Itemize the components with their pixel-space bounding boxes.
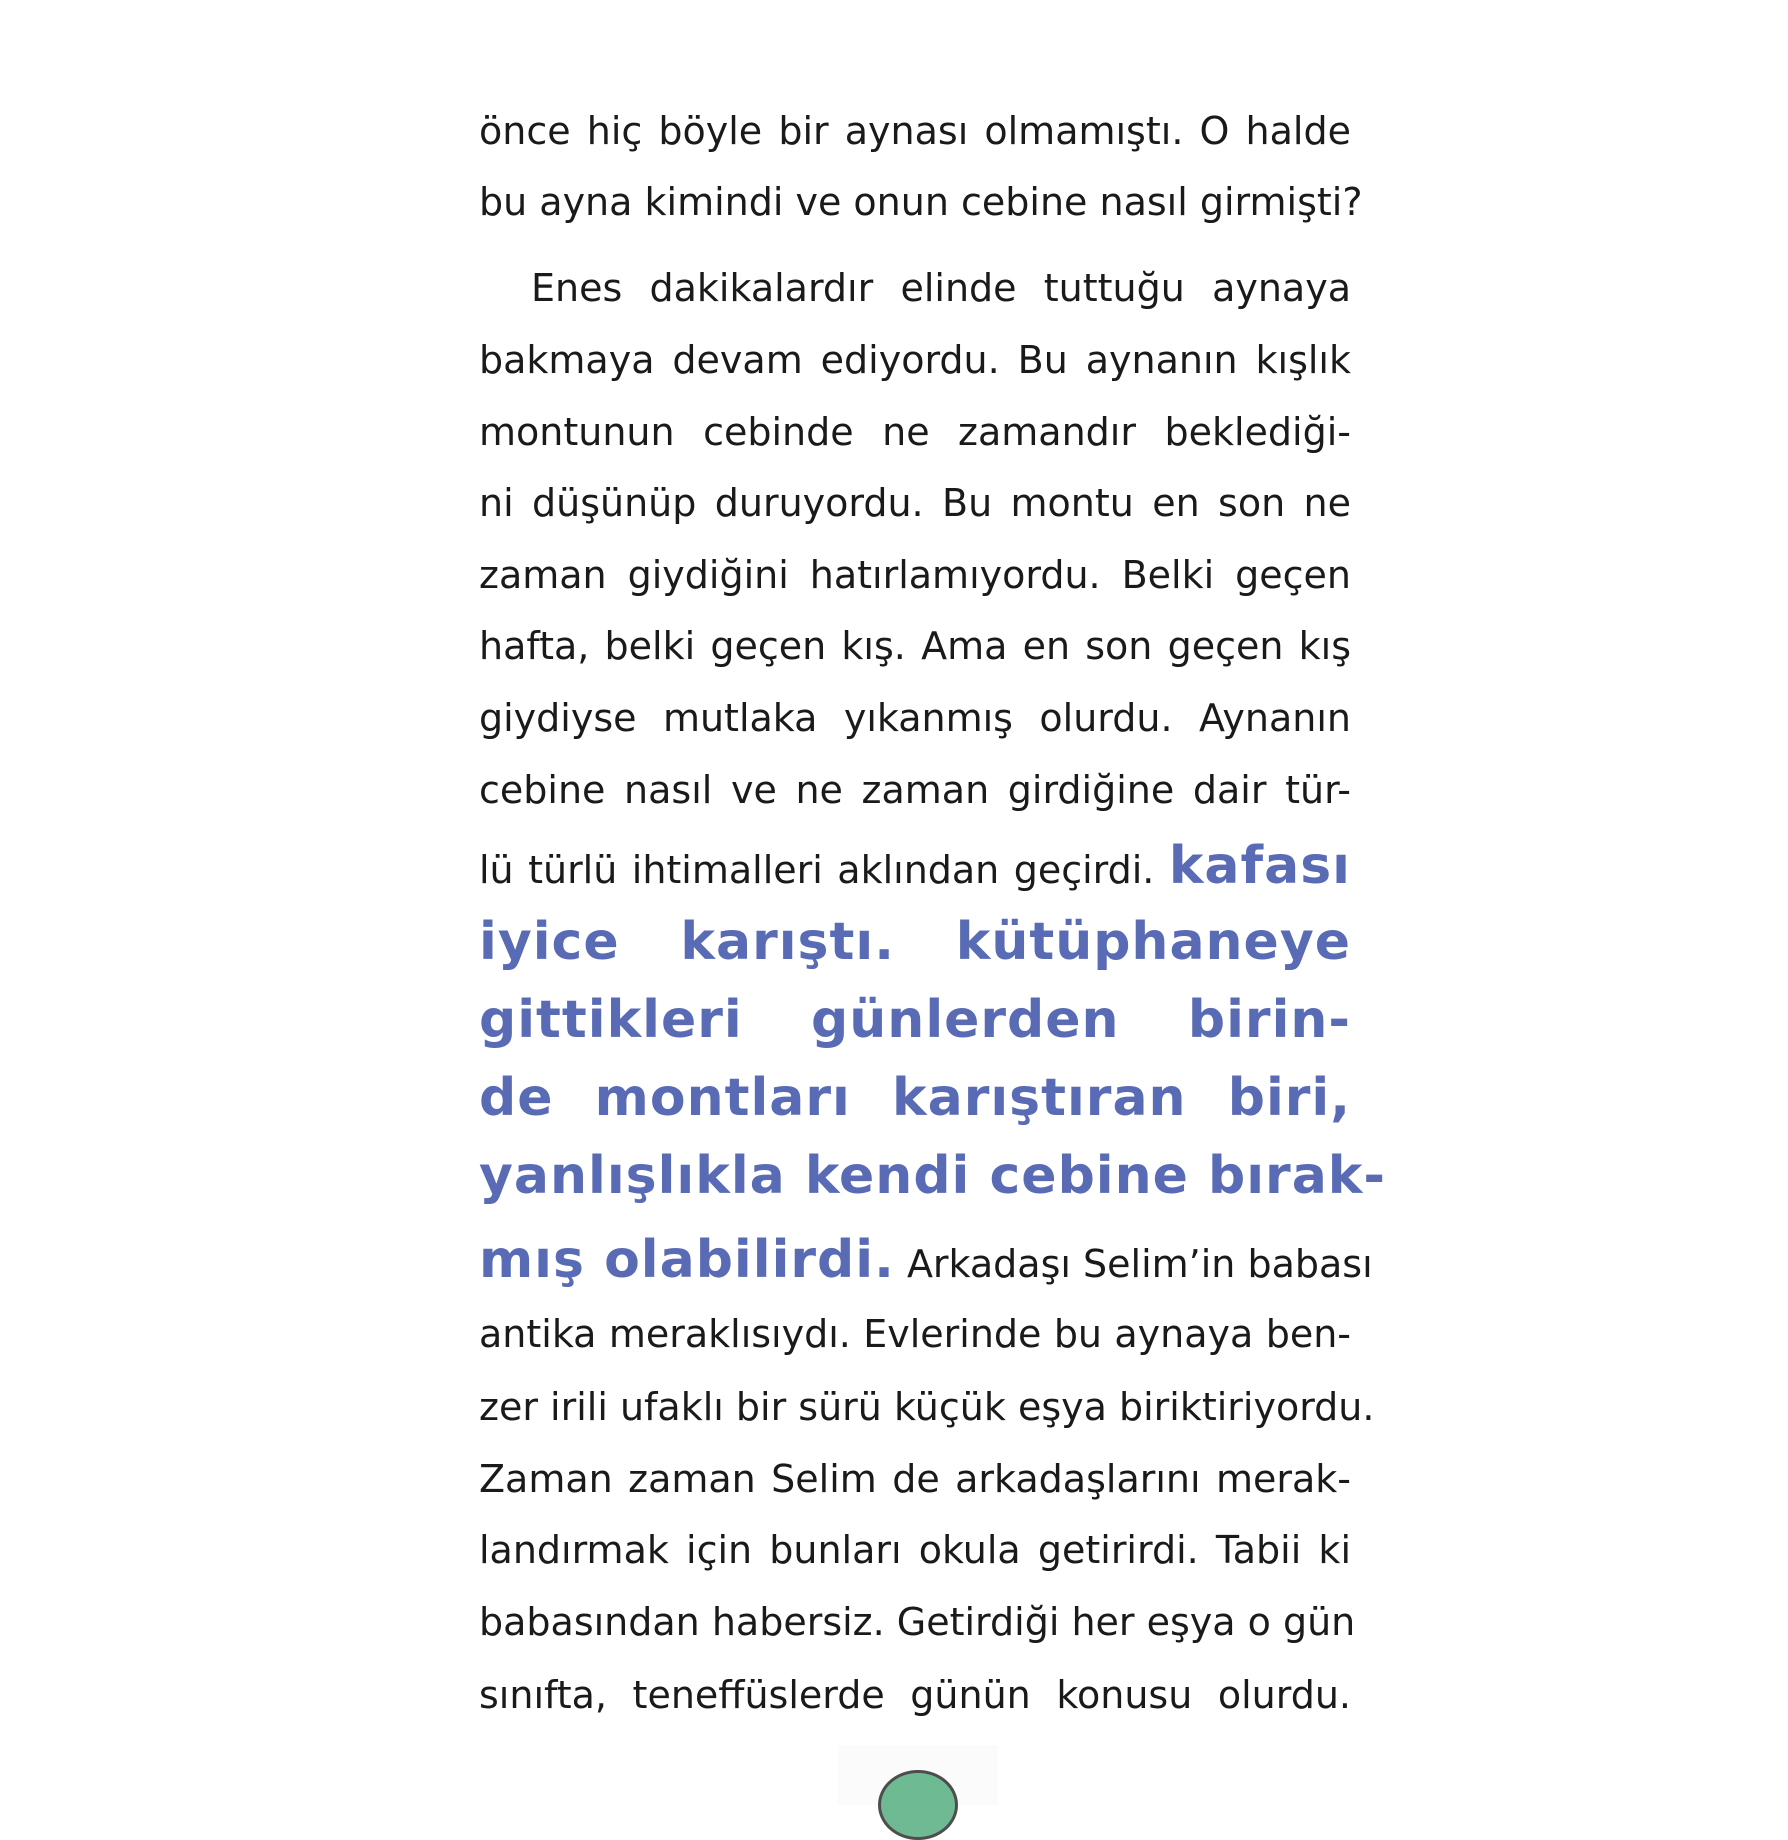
text-line: Enes dakikalardır elinde tuttuğu aynaya bbox=[531, 266, 1351, 310]
text-segment: Arkadaşı Selim’in babası bbox=[906, 1242, 1373, 1286]
text-line: ni düşünüp duruyordu. Bu montu en son ne bbox=[479, 481, 1351, 525]
text-line: bakmaya devam ediyordu. Bu aynanın kışlık bbox=[479, 338, 1351, 382]
text-segment: lü türlü ihtimalleri aklından geçirdi. bbox=[479, 848, 1155, 892]
text-line: zer irili ufaklı bir sürü küçük eşya biriktiriyordu. bbox=[479, 1385, 1375, 1429]
highlighted-line: de montları karıştıran biri, bbox=[479, 1068, 1351, 1128]
text-line: montunun cebinde ne zamandır beklediği- bbox=[479, 410, 1351, 454]
highlighted-text: kafası bbox=[1168, 836, 1351, 896]
text-line: sınıfta, teneffüslerde günün konusu olurdu. bbox=[479, 1673, 1351, 1717]
text-line: önce hiç böyle bir aynası olmamıştı. O halde bbox=[479, 109, 1351, 153]
highlighted-line: iyice karıştı. kütüphaneye bbox=[479, 912, 1351, 972]
text-line: hafta, belki geçen kış. Ama en son geçen kış bbox=[479, 624, 1351, 668]
text-line: landırmak için bunları okula getirirdi. Tabii ki bbox=[479, 1528, 1351, 1572]
text-line: Zaman zaman Selim de arkadaşlarını merak- bbox=[479, 1457, 1351, 1501]
text-line: giydiyse mutlaka yıkanmış olurdu. Aynanın bbox=[479, 696, 1351, 740]
highlighted-line: gittikleri günlerden birin- bbox=[479, 990, 1351, 1050]
highlighted-line: yanlışlıkla kendi cebine bırak- bbox=[479, 1146, 1386, 1206]
text-line: babasından habersiz. Getirdiği her eşya o gün bbox=[479, 1600, 1356, 1644]
text-line: zaman giydiğini hatırlamıyordu. Belki geçen bbox=[479, 553, 1351, 597]
text-line: antika meraklısıydı. Evlerinde bu aynaya ben- bbox=[479, 1312, 1351, 1356]
text-line: bu ayna kimindi ve onun cebine nasıl girmişti? bbox=[479, 180, 1363, 224]
highlighted-text: mış olabilirdi. bbox=[479, 1230, 895, 1290]
illustration bbox=[838, 1745, 998, 1805]
text-line-mixed bbox=[479, 830, 1351, 902]
text-line: cebine nasıl ve ne zaman girdiğine dair tür- bbox=[479, 768, 1351, 812]
text-line-mixed bbox=[479, 1224, 1373, 1296]
green-illustration-icon bbox=[878, 1770, 958, 1840]
